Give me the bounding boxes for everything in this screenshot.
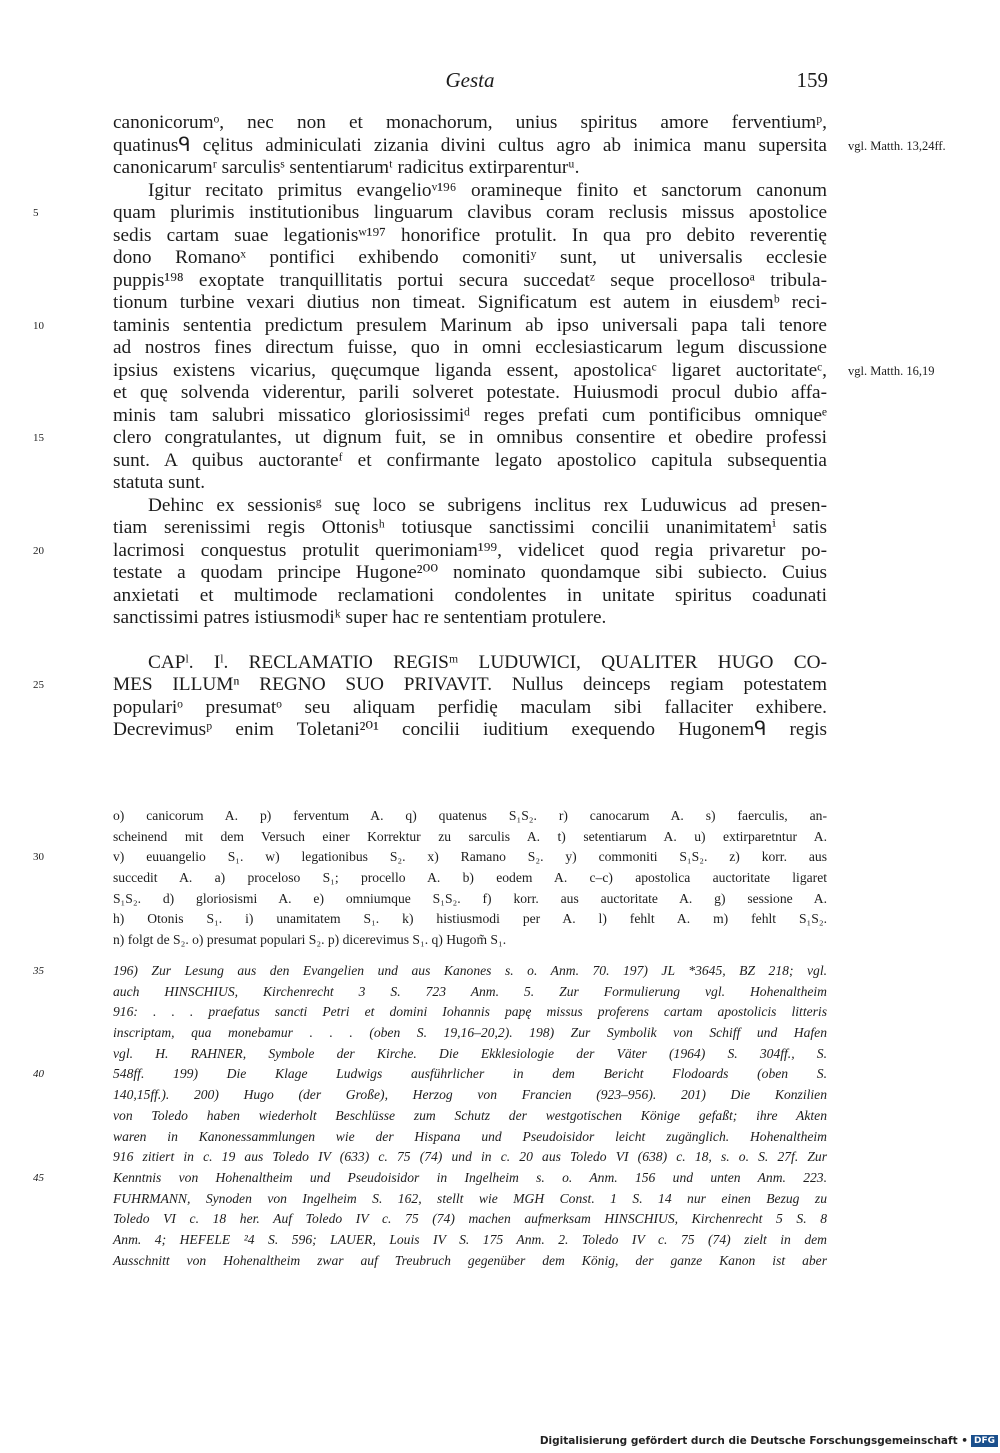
line-text: 140,15ff.). 200) Hugo (der Große), Herzog von Francien (923–956). 201) Die Konzilien bbox=[113, 1087, 827, 1103]
text-line bbox=[113, 517, 827, 540]
line-text: Kenntnis von Hohenaltheim und Pseudoisidor in Ingelheim s. o. Anm. 156 und unten Anm. 223. bbox=[113, 1169, 827, 1185]
line-text: vgl. H. RAHNER, Symbole der Kirche. Die Ekklesiologie der Väter (1964) S. 304ff., S. bbox=[113, 1045, 827, 1061]
text-line bbox=[33, 314, 827, 338]
line-text: Dehinc ex sessionisᵍ suę loco se subrigens inclitus rex Luduwicus ad presen- bbox=[148, 494, 827, 516]
chapter-line bbox=[33, 674, 827, 697]
line-text: testate a quodam principe Hugone²⁰⁰ nominato quondamque sibi subiecto. Cuius bbox=[113, 562, 827, 583]
text-line bbox=[113, 337, 827, 360]
line-text: ipsius existens vicarius, quęcumque liganda essent, apostolicaᶜ ligaret auctoritateᶜ, bbox=[113, 359, 827, 381]
line-text: auch HINSCHIUS, Kirchenrecht 3 S. 723 Anm. 5. Zur Formulierung vgl. Hohenaltheim bbox=[113, 983, 827, 999]
line-number: 45 bbox=[33, 1171, 44, 1184]
line-text: lacrimosi conquestus protulit querimoniam¹⁹⁹, videlicet quod regia privaretur po- bbox=[113, 539, 827, 561]
text-line bbox=[33, 539, 827, 563]
line-text: n) folgt de S₂. o) presumat populari S₂. p) dicerevimus S₁. q) Hugom̃ S₁. bbox=[113, 932, 507, 948]
line-text: o) canicorum A. p) ferventum A. q) quatenus S₁S₂. r) canocarum A. s) faerculis, an- bbox=[113, 808, 827, 823]
text-line bbox=[113, 450, 827, 473]
line-text: ad nostros fines directum fuisse, quo in omni ecclesiasticarum legum discussione bbox=[113, 337, 827, 358]
line-text: tionum turbine vexari diutius non timeat. Significatum est autem in eiusdemᵇ reci- bbox=[113, 292, 827, 313]
line-text: 548ff. 199) Die Klage Ludwigs ausführlicher in dem Bericht Flodoards (oben S. bbox=[113, 1066, 827, 1082]
note-line bbox=[113, 1002, 827, 1023]
line-text: populariᵒ presumatᵒ seu aliquam perfidię maculam sibi fallaciter exhibere. bbox=[113, 696, 827, 718]
line-text: MES ILLUMⁿ REGNO SUO PRIVAVIT. Nullus deinceps regiam potestatem bbox=[113, 674, 827, 695]
running-title: Gesta bbox=[445, 68, 495, 92]
main-text bbox=[33, 112, 946, 742]
line-number: 10 bbox=[33, 319, 44, 332]
line-number: 5 bbox=[33, 207, 39, 219]
note-line bbox=[113, 1189, 827, 1210]
line-text: sedis cartam suae legationisʷ¹⁹⁷ honorifice protulit. In qua pro debito reverentię bbox=[113, 224, 827, 246]
line-number: 35 bbox=[33, 965, 44, 977]
line-text: minis tam salubri missatico gloriosissimiᵈ reges prefati cum pontificibus omniqueᵉ bbox=[113, 404, 827, 426]
dfg-footer bbox=[540, 1435, 998, 1447]
text-line bbox=[113, 247, 827, 270]
line-text: 196) Zur Lesung aus den Evangelien und aus Kanones s. o. Anm. 70. 197) JL *3645, BZ 218; vgl. bbox=[113, 963, 827, 978]
note-line bbox=[113, 1127, 827, 1148]
text-line bbox=[113, 134, 946, 158]
line-text: S₁S₂. d) gloriosismi A. e) omniumque S₁S₂. f) korr. aus auctoritate A. g) sessione A. bbox=[113, 890, 827, 906]
line-text: succedit A. a) proceloso S₁; procello A. b) eodem A. c–c) apostolica auctoritate ligaret bbox=[113, 870, 827, 886]
line-text: sunt. A quibus auctoranteᶠ et confirmante legato apostolico capitula subsequentia bbox=[113, 449, 827, 471]
page-number: 159 bbox=[796, 68, 828, 92]
note-line bbox=[113, 1147, 827, 1168]
line-text: et quę solvenda viderentur, parili solveret potestate. Huiusmodi procul dubio affa- bbox=[113, 382, 827, 403]
line-text: statuta sunt. bbox=[113, 472, 206, 493]
note-line bbox=[113, 982, 827, 1003]
chapter-line bbox=[113, 719, 827, 742]
text-line bbox=[113, 405, 827, 428]
text-line bbox=[113, 359, 935, 383]
line-text: 916 zitiert in c. 19 aus Toledo IV (633) c. 75 (74) und in c. 20 aus Toledo VI (638) c. 18, s. o. S. 27f. Zur bbox=[113, 1149, 827, 1165]
note-line bbox=[113, 1230, 827, 1251]
line-text: waren in Kanonessammlungen wie der Hispana und Pseudoisidor leicht zugänglich. Hohenaltheim bbox=[113, 1128, 827, 1144]
line-text: tiam serenissimi regis Ottonisʰ totiusque sanctissimi concilii unanimitatemⁱ satis bbox=[113, 517, 827, 538]
text-line bbox=[113, 225, 827, 248]
line-text: puppis¹⁹⁸ exoptate tranquillitatis portui secura succedatᶻ seque procellosoᵃ tribula- bbox=[113, 269, 827, 291]
note-line bbox=[113, 1023, 827, 1044]
text-line bbox=[113, 495, 827, 518]
line-text: dono Romanoˣ pontifici exhibendo comonitiʸ sunt, ut universalis ecclesie bbox=[113, 247, 827, 268]
line-text: FUHRMANN, Synoden von Ingelheim S. 162, stellt wie MGH Const. 1 S. 14 nur einen Bezug zu bbox=[113, 1190, 827, 1206]
apparatus-line bbox=[113, 827, 827, 848]
apparatus-line bbox=[113, 806, 827, 827]
margin-reference: vgl. Matth. 16,19 bbox=[848, 363, 935, 378]
line-text: canonicarumʳ sarculisˢ sententiarumᵗ radicitus extirparenturᵘ. bbox=[113, 157, 580, 178]
line-text: 916: . . . praefatus sancti Petri et domini Iohannis papę missus proferens cartam apostolicis litteris bbox=[113, 1004, 827, 1020]
apparatus-line bbox=[113, 868, 827, 889]
text-line bbox=[113, 292, 827, 315]
line-text: quatinusᑫ cęlitus adminiculati zizania divini cultus agro ab inimica manu supersita bbox=[113, 134, 827, 156]
apparatus-line bbox=[113, 909, 827, 930]
note-line bbox=[33, 961, 827, 982]
margin-reference: vgl. Matth. 13,24ff. bbox=[848, 138, 946, 153]
line-text: inscriptam, qua monebamur . . . (oben S. 19,16–20,2). 198) Zur Symbolik von Schiff und Hafen bbox=[113, 1025, 827, 1041]
chapter-line bbox=[113, 652, 827, 675]
line-text: taminis sententia predictum presulem Marinum ab ipso universali papa tali tenore bbox=[113, 314, 827, 336]
text-line bbox=[113, 157, 827, 180]
line-text: clero congratulantes, ut dignum fuit, se in omnibus consentire et obedire professi bbox=[113, 427, 827, 448]
line-text: sanctissimi patres istiusmodiᵏ super hac re sententiam protulere. bbox=[113, 607, 607, 628]
dfg-logo: DFG bbox=[971, 1435, 998, 1447]
line-number: 15 bbox=[33, 432, 44, 444]
line-text: CAPˡ. Iˡ. RECLAMATIO REGISᵐ LUDUWICI, QUALITER HUGO CO- bbox=[148, 651, 827, 673]
line-text: h) Otonis S₁. i) unamitatem S₁. k) histiusmodi per A. l) fehlt A. m) fehlt S₁S₂. bbox=[113, 911, 827, 927]
line-text: Decrevimusᵖ enim Toletani²⁰¹ concilii iuditium exequendo Hugonemᑫ regis bbox=[113, 719, 827, 740]
apparatus-line bbox=[113, 930, 827, 951]
text-line bbox=[113, 562, 827, 585]
note-line bbox=[113, 1251, 827, 1272]
line-number: 25 bbox=[33, 679, 44, 691]
section-gap bbox=[113, 630, 827, 652]
note-line bbox=[113, 1085, 827, 1106]
commentary-notes bbox=[33, 961, 827, 1271]
line-text: Toledo VI c. 18 her. Auf Toledo IV c. 75 (74) machen aufmerksam HINSCHIUS, Kirchenrecht 5 S. 8 bbox=[113, 1211, 827, 1227]
note-line bbox=[113, 1106, 827, 1127]
line-text: v) euuangelio S₁. w) legationibus S₂. x) Ramano S₂. y) commoniti S₁S₂. z) korr. aus bbox=[113, 849, 827, 865]
chapter-line bbox=[113, 697, 827, 720]
text-line bbox=[113, 382, 827, 405]
apparatus-line bbox=[113, 889, 827, 910]
apparatus-line bbox=[33, 847, 827, 868]
line-number: 30 bbox=[33, 851, 44, 864]
text-line bbox=[113, 270, 827, 293]
line-text: anxietati et multimode reclamationi condolentes in unitate spiritus coadunati bbox=[113, 584, 827, 606]
critical-apparatus bbox=[33, 806, 827, 951]
line-text: Ausschnitt von Hohenaltheim zwar auf Treubruch gegenüber dem König, der ganze Kanon ist aber bbox=[113, 1252, 827, 1268]
line-number: 20 bbox=[33, 544, 44, 557]
line-text: von Toledo haben wiederholt Beschlüsse zum Schutz der westgotischen Könige gefaßt; ihre Akten bbox=[113, 1107, 827, 1123]
line-number: 40 bbox=[33, 1068, 44, 1081]
text-line bbox=[113, 112, 827, 135]
note-line bbox=[113, 1044, 827, 1065]
text-line bbox=[33, 202, 827, 225]
footer-text: Digitalisierung gefördert durch die Deutsche Forschungsgemeinschaft • bbox=[539, 1435, 968, 1447]
line-text: Igitur recitato primitus evangelioᵛ¹⁹⁶ oramineque finito et sanctorum canonum bbox=[148, 179, 827, 201]
text-line bbox=[113, 585, 827, 608]
note-line bbox=[33, 1168, 827, 1189]
text-line bbox=[113, 607, 827, 630]
text-line bbox=[113, 472, 827, 495]
running-header bbox=[112, 68, 828, 98]
line-text: quam plurimis institutionibus linguarum clavibus coram reclusis missus apostolice bbox=[113, 202, 827, 223]
note-line bbox=[33, 1064, 827, 1085]
note-line bbox=[113, 1209, 827, 1230]
text-line bbox=[113, 180, 827, 203]
line-text: Anm. 4; HEFELE ²4 S. 596; LAUER, Louis IV S. 175 Anm. 2. Toledo IV c. 75 (74) zielt in dem bbox=[113, 1231, 827, 1247]
text-line bbox=[33, 427, 827, 450]
line-text: canonicorumᵒ, nec non et monachorum, unius spiritus amore ferventiumᵖ, bbox=[113, 112, 827, 133]
line-text: scheinend mit dem Versuch einer Korrektur zu sarculis A. t) setentiarum A. u) extirparetntur A. bbox=[113, 828, 827, 844]
